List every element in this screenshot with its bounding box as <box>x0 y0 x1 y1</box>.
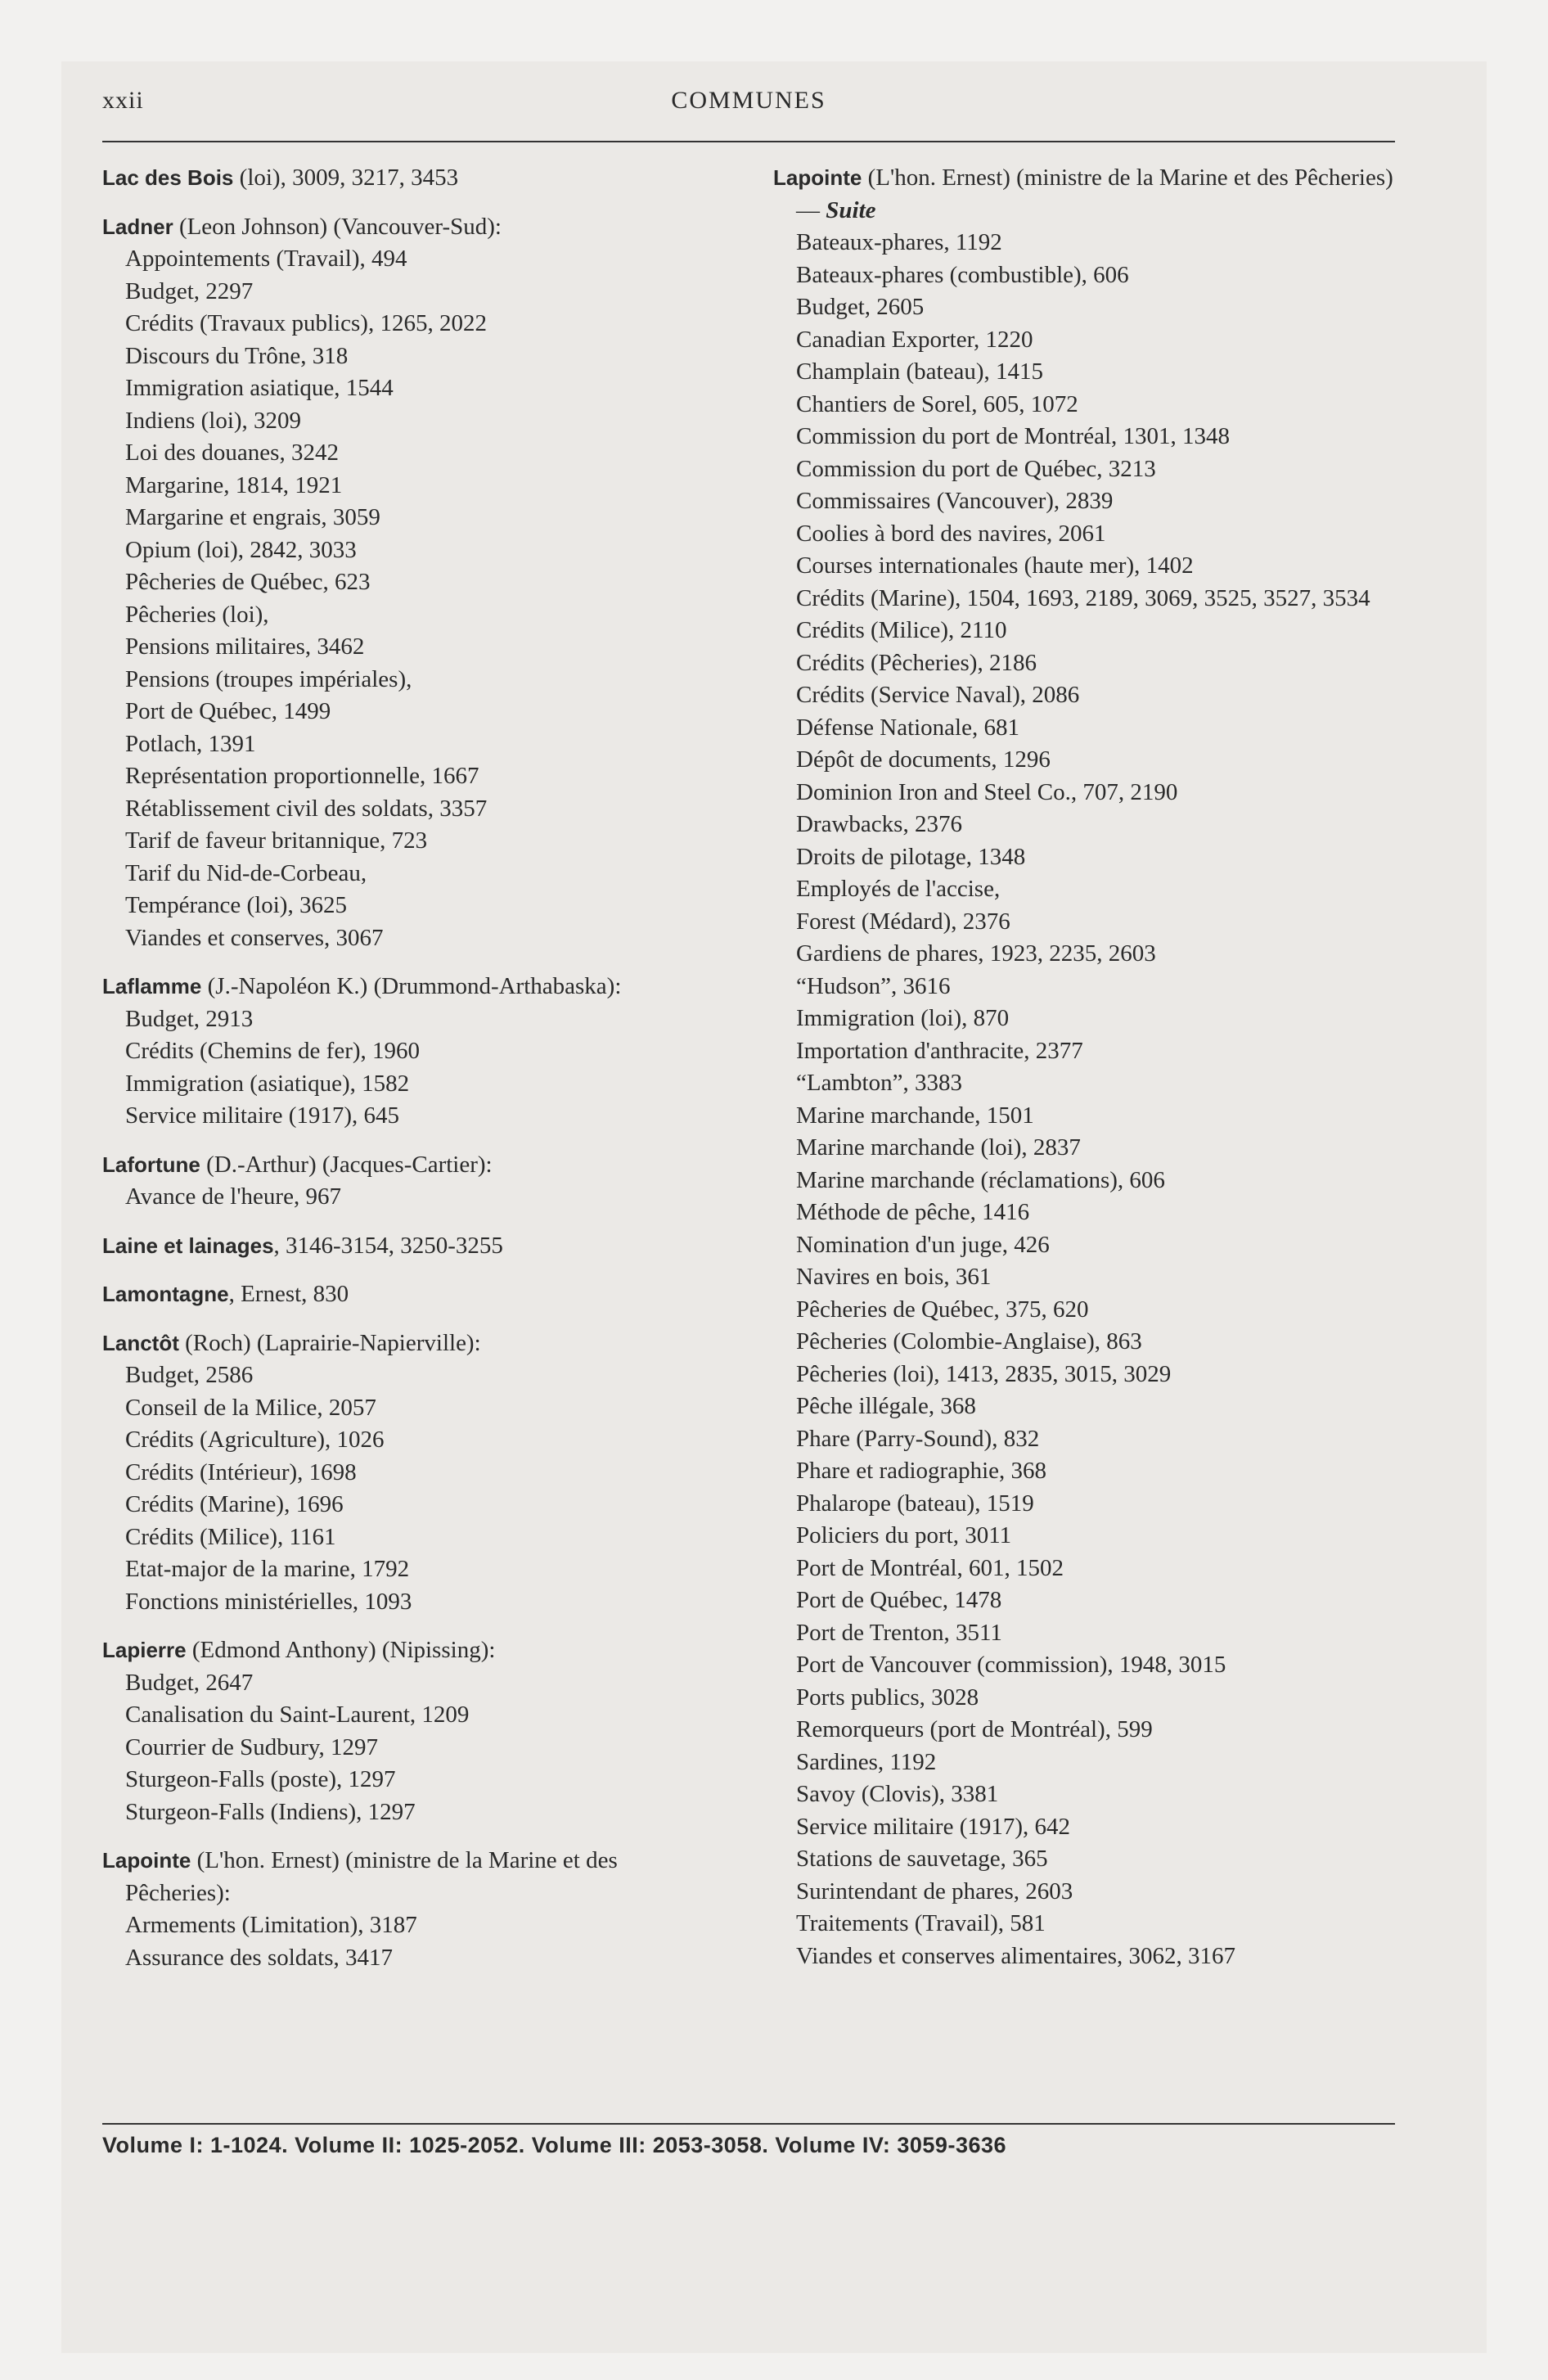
sub-entry: Budget, 2605 <box>796 294 925 320</box>
sub-entry: Importation d'anthracite, 2377 <box>796 1037 1083 1064</box>
sub-entry: Employés de l'accise, <box>796 876 1001 902</box>
sub-entry: Défense Nationale, 681 <box>796 714 1019 741</box>
sub-entry: Stations de sauvetage, 365 <box>796 1846 1048 1872</box>
entry-heading <box>102 1278 724 1311</box>
sub-entry: Gardiens de phares, 1923, 2235, 2603 <box>796 940 1156 967</box>
sub-entry: Assurance des soldats, 3417 <box>125 1944 394 1971</box>
entry-heading <box>102 211 724 244</box>
sub-entry: Service militaire (1917), 645 <box>125 1102 400 1129</box>
sub-entry: Policiers du port, 3011 <box>796 1522 1012 1548</box>
entry-heading-text: (loi), 3009, 3217, 3453 <box>233 165 459 191</box>
sub-entry: Coolies à bord des navires, 2061 <box>796 520 1106 547</box>
sub-entry: Courrier de Sudbury, 1297 <box>125 1733 379 1760</box>
sub-entry: Marine marchande (réclamations), 606 <box>796 1166 1165 1193</box>
sub-entry: Marine marchande (loi), 2837 <box>796 1134 1081 1161</box>
footer-rule <box>102 2123 1395 2125</box>
index-entry <box>102 1230 724 1263</box>
sub-entry: Port de Québec, 1478 <box>796 1587 1002 1613</box>
sub-entry: Crédits (Milice), 1161 <box>125 1523 336 1550</box>
sub-entry: Budget, 2647 <box>125 1669 254 1696</box>
sub-entry: Pêche illégale, 368 <box>796 1393 976 1419</box>
entry-heading <box>102 1327 724 1360</box>
entry-heading-text: (D.-Arthur) (Jacques-Cartier): <box>200 1151 493 1178</box>
sub-entry: Ports publics, 3028 <box>796 1684 979 1711</box>
sub-entry: Crédits (Milice), 2110 <box>796 617 1007 643</box>
sub-entry: Marine marchande, 1501 <box>796 1102 1034 1129</box>
sub-entry: Service militaire (1917), 642 <box>796 1813 1071 1840</box>
sub-entry: Loi des douanes, 3242 <box>125 439 339 466</box>
entry-heading <box>773 162 1395 227</box>
index-entry <box>102 1634 724 1828</box>
sub-entry: Potlach, 1391 <box>125 730 256 757</box>
sub-entry: Fonctions ministérielles, 1093 <box>125 1588 412 1615</box>
entry-heading-text: (L'hon. Ernest) (ministre de la Marine et des Pêcheries): <box>125 1847 618 1906</box>
sub-entry: Navires en bois, 361 <box>796 1264 992 1290</box>
sub-entry: Commissaires (Vancouver), 2839 <box>796 488 1114 514</box>
sub-entry: Commission du port de Québec, 3213 <box>796 455 1156 482</box>
sub-entry: Indiens (loi), 3209 <box>125 407 302 434</box>
page-number: xxii <box>102 87 144 114</box>
sub-entry: Phalarope (bateau), 1519 <box>796 1490 1034 1517</box>
sub-entry: Drawbacks, 2376 <box>796 811 962 837</box>
entry-headword: Lapointe <box>102 1848 191 1873</box>
sub-entry: Budget, 2586 <box>125 1362 254 1388</box>
entry-headword: Lafortune <box>102 1152 200 1177</box>
entry-heading-text: (Edmond Anthony) (Nipissing): <box>186 1637 496 1663</box>
sub-entry: Canalisation du Saint-Laurent, 1209 <box>125 1702 470 1728</box>
sub-entry: Courses internationales (haute mer), 1402 <box>796 552 1194 579</box>
sub-entry: Bateaux-phares, 1192 <box>796 229 1002 255</box>
sub-entry: Pêcheries de Québec, 623 <box>125 569 371 595</box>
sub-entry: Rétablissement civil des soldats, 3357 <box>125 795 488 822</box>
sub-entry: Viandes et conserves alimentaires, 3062, 3167 <box>796 1942 1236 1969</box>
entry-heading-text: , 3146-3154, 3250-3255 <box>273 1232 503 1259</box>
entry-headword: Lapierre <box>102 1638 187 1662</box>
sub-entry: Crédits (Service Naval), 2086 <box>796 682 1080 708</box>
sub-entry: Opium (loi), 2842, 3033 <box>125 536 357 563</box>
sub-entry: Viandes et conserves, 3067 <box>125 924 384 951</box>
sub-entry: Bateaux-phares (combustible), 606 <box>796 261 1129 288</box>
sub-entry: Discours du Trône, 318 <box>125 342 349 369</box>
sub-entry: Conseil de la Milice, 2057 <box>125 1394 376 1421</box>
entry-heading-text: (Leon Johnson) (Vancouver-Sud): <box>173 213 502 240</box>
sub-entry: Crédits (Marine), 1504, 1693, 2189, 3069, 3525, 3527, 3534 <box>796 584 1370 611</box>
index-column-right <box>773 162 1395 1989</box>
entry-heading <box>102 1634 724 1667</box>
entry-heading <box>102 1149 724 1182</box>
index-entry <box>102 1327 724 1619</box>
sub-entry: Dépôt de documents, 1296 <box>796 746 1051 773</box>
sub-entry: Appointements (Travail), 494 <box>125 246 407 272</box>
sub-entry: Etat-major de la marine, 1792 <box>125 1556 410 1582</box>
sub-entry: Droits de pilotage, 1348 <box>796 843 1026 870</box>
sub-entry: Canadian Exporter, 1220 <box>796 326 1033 353</box>
sub-entry: Phare et radiographie, 368 <box>796 1458 1047 1484</box>
sub-entry: Champlain (bateau), 1415 <box>796 358 1043 385</box>
sub-entry: Margarine et engrais, 3059 <box>125 504 380 530</box>
sub-entry: Traitements (Travail), 581 <box>796 1910 1046 1936</box>
sub-entry: Dominion Iron and Steel Co., 707, 2190 <box>796 778 1178 805</box>
sub-entry: Pensions militaires, 3462 <box>125 633 365 660</box>
entry-headword: Lac des Bois <box>102 165 234 190</box>
sub-entry: Tarif du Nid-de-Corbeau, <box>125 859 367 886</box>
volume-footer: Volume I: 1-1024. Volume II: 1025-2052. Volume III: 2053-3058. Volume IV: 3059-3636 <box>102 2133 1007 2157</box>
sub-entry: Sturgeon-Falls (poste), 1297 <box>125 1766 396 1792</box>
sub-entry: Port de Vancouver (commission), 1948, 3015 <box>796 1652 1226 1678</box>
entry-heading <box>102 1845 724 1909</box>
entry-headword: Laine et lainages <box>102 1233 274 1258</box>
sub-entry: Sardines, 1192 <box>796 1748 937 1775</box>
sub-entry: Chantiers de Sorel, 605, 1072 <box>796 390 1078 417</box>
sub-entry: Savoy (Clovis), 3381 <box>796 1781 999 1807</box>
sub-entry: “Hudson”, 3616 <box>796 972 951 999</box>
sub-entry: Crédits (Marine), 1696 <box>125 1491 344 1517</box>
entry-heading <box>102 971 724 1003</box>
entry-heading <box>102 162 724 195</box>
sub-entry: Port de Trenton, 3511 <box>796 1619 1002 1646</box>
sub-entry: Représentation proportionnelle, 1667 <box>125 763 479 789</box>
entry-headword: Lanctôt <box>102 1330 179 1355</box>
sub-entry: Pêcheries (loi), <box>125 601 269 628</box>
sub-entry: Budget, 2297 <box>125 277 254 304</box>
index-entry <box>102 1149 724 1214</box>
sub-entry: Remorqueurs (port de Montréal), 599 <box>796 1716 1153 1742</box>
index-entry <box>102 1845 724 1974</box>
entry-heading <box>102 1230 724 1263</box>
sub-entry: Nomination d'un juge, 426 <box>796 1231 1050 1258</box>
index-column-left <box>102 162 724 1990</box>
header-rule <box>102 141 1395 142</box>
entry-headword: Ladner <box>102 214 173 239</box>
sub-entry: Immigration (asiatique), 1582 <box>125 1070 410 1097</box>
sub-entry: Margarine, 1814, 1921 <box>125 471 343 498</box>
entry-heading-text: , Ernest, 830 <box>228 1281 349 1307</box>
page-title: COMMUNES <box>671 87 826 114</box>
entry-heading-text: (L'hon. Ernest) (ministre de la Marine et des Pêcheries) — <box>796 165 1393 223</box>
page-header <box>102 79 1395 128</box>
sub-entry: Immigration (loi), 870 <box>796 1005 1010 1031</box>
sub-entry: Crédits (Agriculture), 1026 <box>125 1427 385 1453</box>
index-entry <box>102 211 724 955</box>
entry-headword: Lapointe <box>773 165 862 190</box>
sub-entry: Avance de l'heure, 967 <box>125 1183 341 1210</box>
entry-heading-text: (J.-Napoléon K.) (Drummond-Arthabaska): <box>201 973 622 999</box>
sub-entry: Crédits (Travaux publics), 1265, 2022 <box>125 310 487 336</box>
sub-entry: Crédits (Pêcheries), 2186 <box>796 649 1037 676</box>
index-entry <box>102 1278 724 1311</box>
sub-entry: Immigration asiatique, 1544 <box>125 375 394 401</box>
continued-label: Suite <box>826 196 876 223</box>
sub-entry: Phare (Parry-Sound), 832 <box>796 1425 1040 1452</box>
sub-entry: Surintendant de phares, 2603 <box>796 1877 1073 1904</box>
sub-entry: Pensions (troupes impériales), <box>125 665 412 692</box>
entry-headword: Lamontagne <box>102 1282 229 1306</box>
entry-heading-text: (Roch) (Laprairie-Napierville): <box>178 1329 481 1356</box>
sub-entry: Tempérance (loi), 3625 <box>125 892 347 918</box>
sub-entry: Commission du port de Montréal, 1301, 1348 <box>796 423 1231 449</box>
sub-entry: Forest (Médard), 2376 <box>796 908 1010 935</box>
sub-entry: “Lambton”, 3383 <box>796 1070 962 1096</box>
sub-entry: Port de Montréal, 601, 1502 <box>796 1554 1064 1581</box>
sub-entry: Tarif de faveur britannique, 723 <box>125 827 428 854</box>
sub-entry: Méthode de pêche, 1416 <box>796 1199 1030 1225</box>
sub-entry: Budget, 2913 <box>125 1005 254 1032</box>
sub-entry: Pêcheries (loi), 1413, 2835, 3015, 3029 <box>796 1360 1172 1387</box>
sub-entry: Pêcheries de Québec, 375, 620 <box>796 1296 1089 1323</box>
index-entry <box>773 162 1395 1972</box>
sub-entry: Armements (Limitation), 3187 <box>125 1912 417 1938</box>
sub-entry: Crédits (Intérieur), 1698 <box>125 1458 357 1485</box>
index-entry <box>102 162 724 195</box>
sub-entry: Crédits (Chemins de fer), 1960 <box>125 1038 421 1064</box>
sub-entry: Pêcheries (Colombie-Anglaise), 863 <box>796 1328 1142 1355</box>
index-entry <box>102 971 724 1133</box>
sub-entry: Sturgeon-Falls (Indiens), 1297 <box>125 1798 416 1825</box>
sub-entry: Port de Québec, 1499 <box>125 698 331 724</box>
entry-headword: Laflamme <box>102 974 202 998</box>
